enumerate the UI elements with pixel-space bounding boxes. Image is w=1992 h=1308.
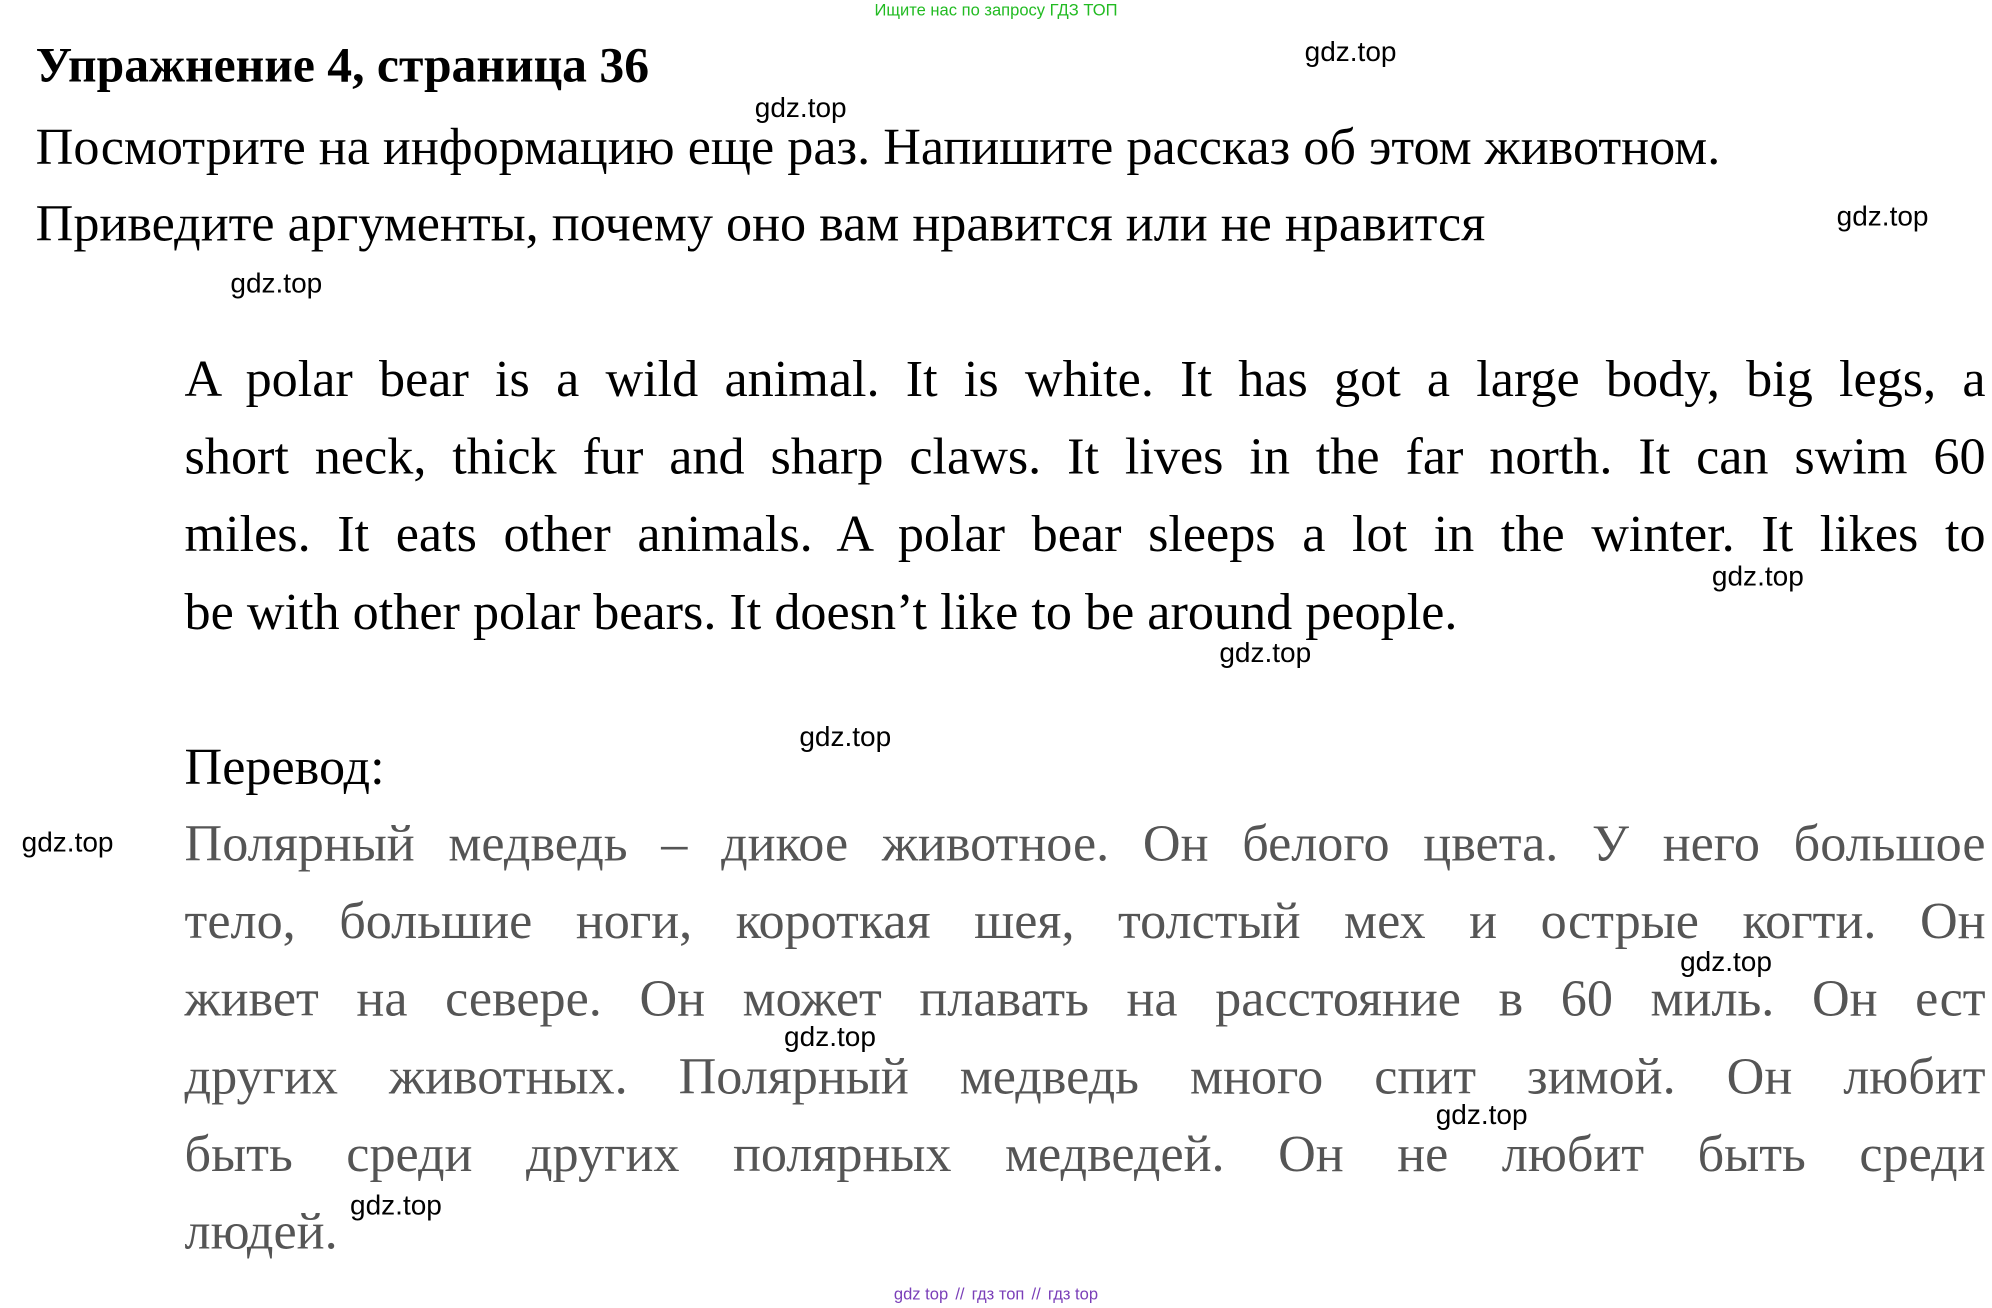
english-line: A polar bear is a wild animal. It is white. It has got a large body, big legs, a [184, 348, 1986, 408]
watermark: gdz.top [1304, 35, 1397, 68]
watermark: gdz.top [230, 267, 323, 300]
watermark: gdz.top [1711, 560, 1804, 592]
bottom-link-gdz-top[interactable]: gdz top [893, 1284, 949, 1304]
english-line: be with other polar bears. It doesn’t like to be around people. [184, 581, 1458, 641]
watermark: gdz.top [350, 1188, 442, 1221]
bottom-link-separator: // [955, 1284, 965, 1304]
top-banner: Ищите нас по запросу ГДЗ ТОП [874, 0, 1118, 20]
translation-paragraph [185, 804, 1986, 1270]
translation-line: других животных. Полярный медведь много спит зимой. Он любит [184, 1046, 1986, 1105]
task-instruction-line-2: Приведите аргументы, почему оно вам нравится или не нравится [35, 193, 1486, 253]
task-instruction-line-1: Посмотрите на информацию еще раз. Напишите рассказ об этом животном. [35, 117, 1721, 176]
watermark: gdz.top [1836, 199, 1929, 232]
watermark: gdz.top [754, 91, 847, 124]
translation-line: быть среди других полярных медведей. Он не любит быть среди [184, 1123, 1986, 1183]
bottom-link-gdz-top-ru[interactable]: гдз топ [971, 1284, 1025, 1304]
bottom-link-gdz-top-mixed[interactable]: гдз top [1047, 1284, 1099, 1304]
english-line: short neck, thick fur and sharp claws. It lives in the far north. It can swim 60 [184, 426, 1986, 485]
translation-line: людей. [184, 1201, 338, 1261]
translation-heading: Перевод: [184, 736, 385, 796]
watermark: gdz.top [799, 720, 892, 753]
bottom-links [0, 1283, 1992, 1306]
translation-line: Полярный медведь – дикое животное. Он белого цвета. У него большое [184, 813, 1986, 872]
english-answer-paragraph [185, 340, 1986, 651]
page-title: Упражнение 4, страница 36 [35, 38, 650, 93]
bottom-link-separator: // [1031, 1284, 1041, 1304]
watermark: gdz.top [1219, 636, 1312, 669]
watermark: gdz.top [1435, 1098, 1528, 1131]
watermark: gdz.top [21, 826, 114, 858]
english-line: miles. It eats other animals. A polar bear sleeps a lot in the winter. It likes to [184, 504, 1986, 563]
translation-line: тело, большие ноги, короткая шея, толстый мех и острые когти. Он [184, 890, 1986, 950]
translation-line: живет на севере. Он может плавать на расстояние в 60 миль. Он ест [184, 968, 1986, 1028]
watermark: gdz.top [1680, 945, 1772, 978]
watermark: gdz.top [784, 1020, 876, 1053]
